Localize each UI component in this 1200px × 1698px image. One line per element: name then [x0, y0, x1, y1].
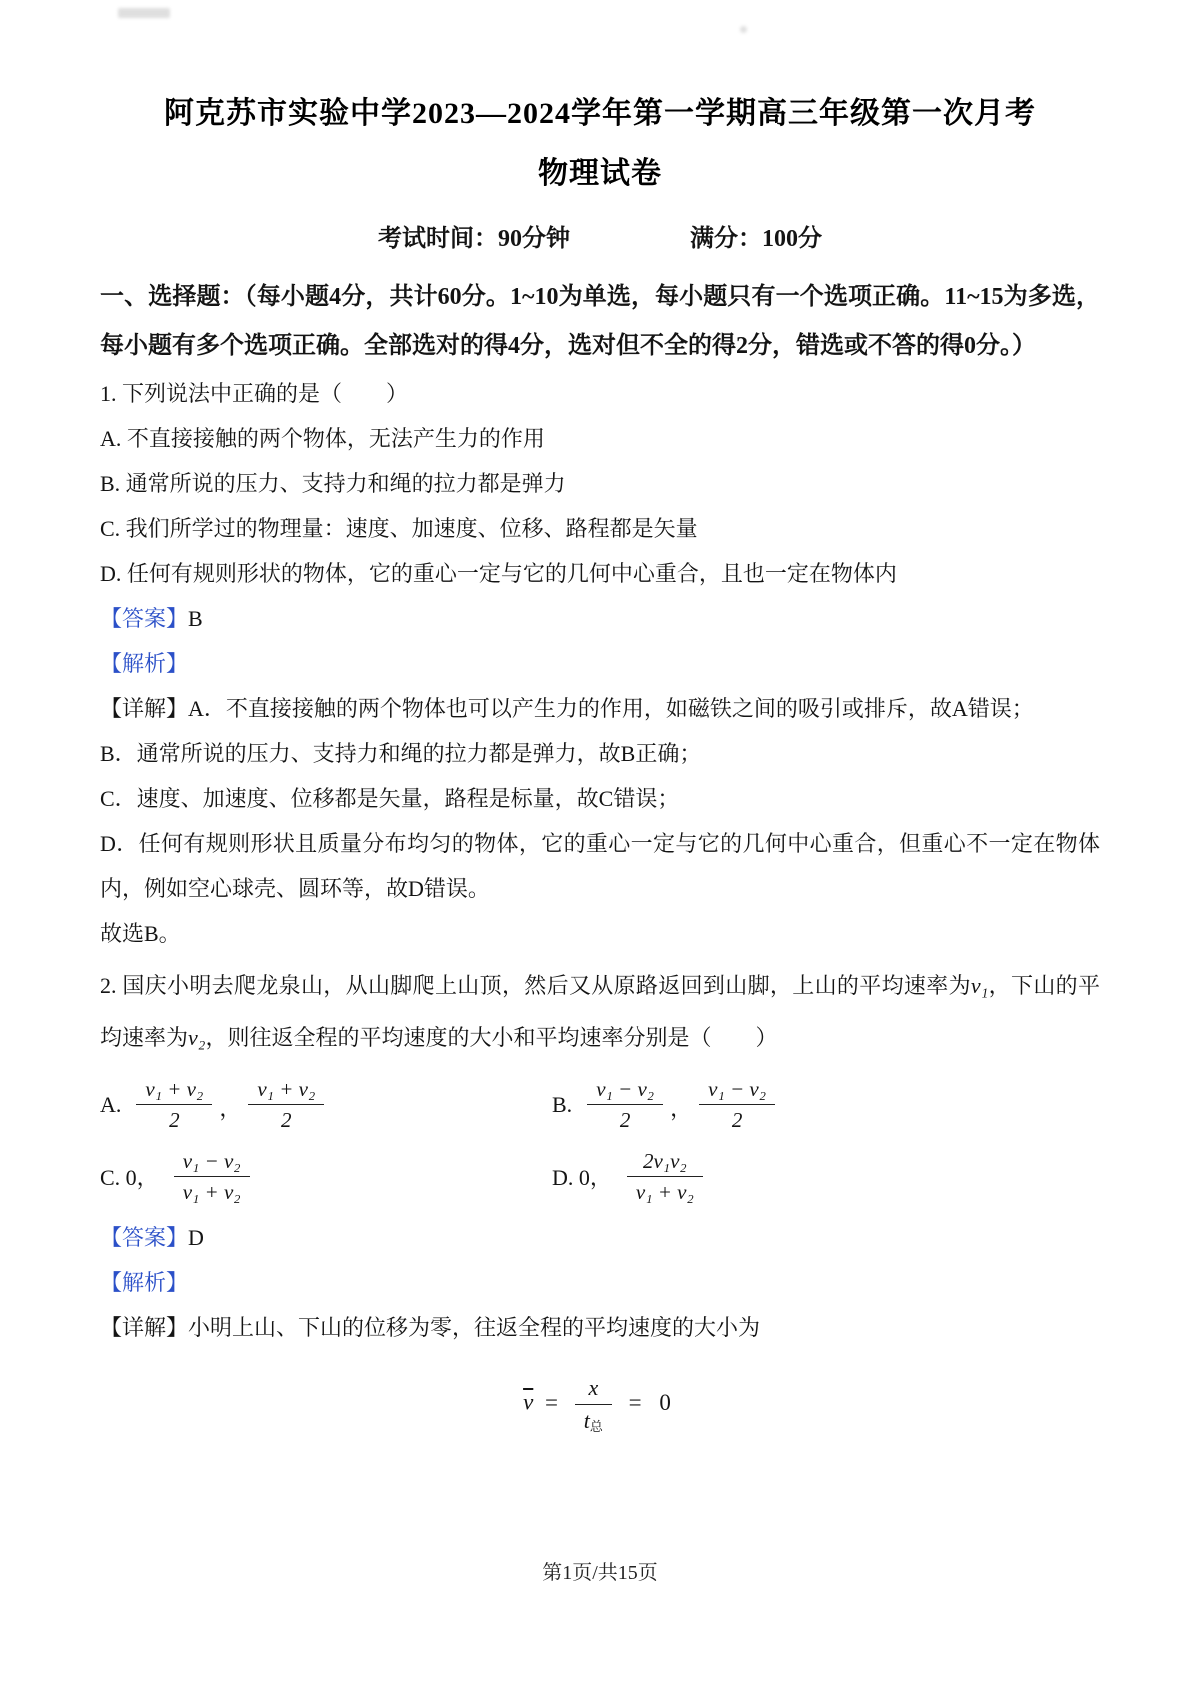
equals-sign: =: [545, 1389, 559, 1415]
detail-label: 【详解】: [100, 1315, 189, 1340]
q2-option-a: [100, 1076, 552, 1134]
option-d-label: D. 0，: [552, 1164, 612, 1190]
fraction-numerator: x: [575, 1374, 612, 1405]
q2-options: [100, 1076, 1100, 1205]
fraction-denominator: v₁ + v₂: [182, 1179, 241, 1204]
q1-option-d: D. 任何有规则形状的物体，它的重心一定与它的几何中心重合，且也一定在物体内: [100, 561, 897, 586]
section-one-intro: 一、选择题：（每小题4分，共计60分。1~10为单选，每小题只有一个选项正确。11~15为多选，每小题有多个选项正确。全部选对的得4分，选对但不全的得2分，错选或不答的得0分。）: [100, 284, 1100, 359]
comma-separator: ，: [670, 1095, 693, 1121]
exam-subtitle: 物理试卷: [538, 157, 662, 190]
q2-option-d: [552, 1148, 1100, 1206]
q1-answer-line: [100, 596, 1100, 641]
q2-option-b: [552, 1076, 1100, 1134]
q1-option-a: A. 不直接接触的两个物体，无法产生力的作用: [100, 426, 545, 451]
analysis-label: 【解析】: [100, 1270, 189, 1295]
math-var-v2: v₂: [188, 1025, 206, 1050]
q2-detail: [100, 1305, 1100, 1350]
fraction: [699, 1076, 775, 1134]
option-c-label: C. 0，: [100, 1164, 159, 1190]
q2-analysis-line: [100, 1260, 1100, 1305]
q2-detail-text: 小明上山、下山的位移为零，往返全程的平均速度的大小为: [188, 1315, 761, 1340]
option-b-label: B.: [552, 1091, 573, 1117]
fraction-numerator: v₁ − v₂: [699, 1076, 775, 1105]
q1-analysis-line: [100, 641, 1100, 686]
exam-duration: 考试时间：90分钟: [378, 226, 570, 252]
fraction: [627, 1148, 703, 1206]
answer-label: 【答案】: [100, 1225, 189, 1250]
exam-full-score: 满分：100分: [690, 226, 822, 252]
q1-detail-d: D．任何有规则形状且质量分布均匀的物体，它的重心一定与它的几何中心重合，但重心不一定在物体内，例如空心球壳、圆环等，故D错误。: [100, 831, 1100, 901]
exam-title: 阿克苏市实验中学2023—2024学年第一学期高三年级第一次月考: [164, 97, 1036, 130]
fraction-numerator: v₁ + v₂: [248, 1076, 324, 1105]
scan-artifact: [740, 26, 747, 33]
answer-label: 【答案】: [100, 606, 189, 631]
fraction-numerator: v₁ − v₂: [174, 1148, 250, 1177]
page-number: 第1页/共15页: [542, 1562, 658, 1584]
page-content: [0, 88, 1200, 1435]
detail-label: 【详解】: [100, 696, 189, 721]
q1-answer-value: B: [188, 606, 203, 631]
q1-detail-c: C．速度、加速度、位移都是矢量，路程是标量，故C错误；: [100, 786, 680, 811]
fraction-denominator: 2: [619, 1108, 631, 1133]
fraction-numerator: 2v₁v₂: [627, 1148, 703, 1177]
comma-separator: ，: [219, 1095, 242, 1121]
fraction-denominator: 2: [731, 1108, 743, 1133]
q2-stem: [100, 960, 1100, 1064]
fraction-denominator: 2: [281, 1108, 292, 1133]
q1-conclusion: 故选B。: [100, 921, 181, 946]
fraction-denominator: [575, 1405, 612, 1435]
fraction: [136, 1076, 212, 1134]
fraction: [587, 1076, 663, 1134]
fraction-denominator: 2: [169, 1108, 180, 1133]
q2-option-c: [100, 1148, 552, 1206]
fraction-numerator: v₁ − v₂: [587, 1076, 663, 1105]
fraction: [248, 1076, 324, 1134]
math-var-t: t: [583, 1407, 590, 1433]
q1-option-c: C. 我们所学过的物理量：速度、加速度、位移、路程都是矢量: [100, 516, 698, 541]
q2-stem-text-3: ，则往返全程的平均速度的大小和平均速率分别是（ ）: [205, 1025, 778, 1050]
scan-artifact: [118, 8, 170, 18]
q2-answer-value: D: [188, 1225, 204, 1250]
fraction: [174, 1148, 250, 1206]
q2-answer-line: [100, 1215, 1100, 1260]
fraction: [575, 1374, 612, 1435]
exam-meta: [100, 218, 1100, 253]
q1-option-b: B. 通常所说的压力、支持力和绳的拉力都是弹力: [100, 471, 566, 496]
fraction-numerator: v₁ + v₂: [136, 1076, 212, 1105]
subscript-total: 总: [589, 1418, 603, 1434]
zero-value: 0: [659, 1389, 671, 1415]
q2-stem-text-1: 2. 国庆小明去爬龙泉山，从山脚爬上山顶，然后又从原路返回到山脚，上山的平均速率为: [100, 973, 971, 998]
q1-stem: 1. 下列说法中正确的是（ ）: [100, 381, 409, 406]
equals-sign: =: [628, 1389, 642, 1415]
q1-detail-a: [100, 686, 1100, 731]
math-var-v-bar: $\overline{v}$: [523, 1389, 534, 1415]
fraction-denominator: v₁ + v₂: [635, 1179, 694, 1204]
option-a-label: A.: [100, 1091, 122, 1117]
q2-average-velocity-formula: [100, 1374, 1100, 1435]
q1-detail-a-text: A．不直接接触的两个物体也可以产生力的作用，如磁铁之间的吸引或排斥，故A错误；: [188, 696, 1034, 721]
math-var-v1: v₁: [970, 973, 989, 998]
q1-detail-b: B．通常所说的压力、支持力和绳的拉力都是弹力，故B正确；: [100, 741, 702, 766]
analysis-label: 【解析】: [100, 651, 189, 676]
q2-stem-text-2: ，下山的平均速率为: [100, 973, 1100, 1050]
